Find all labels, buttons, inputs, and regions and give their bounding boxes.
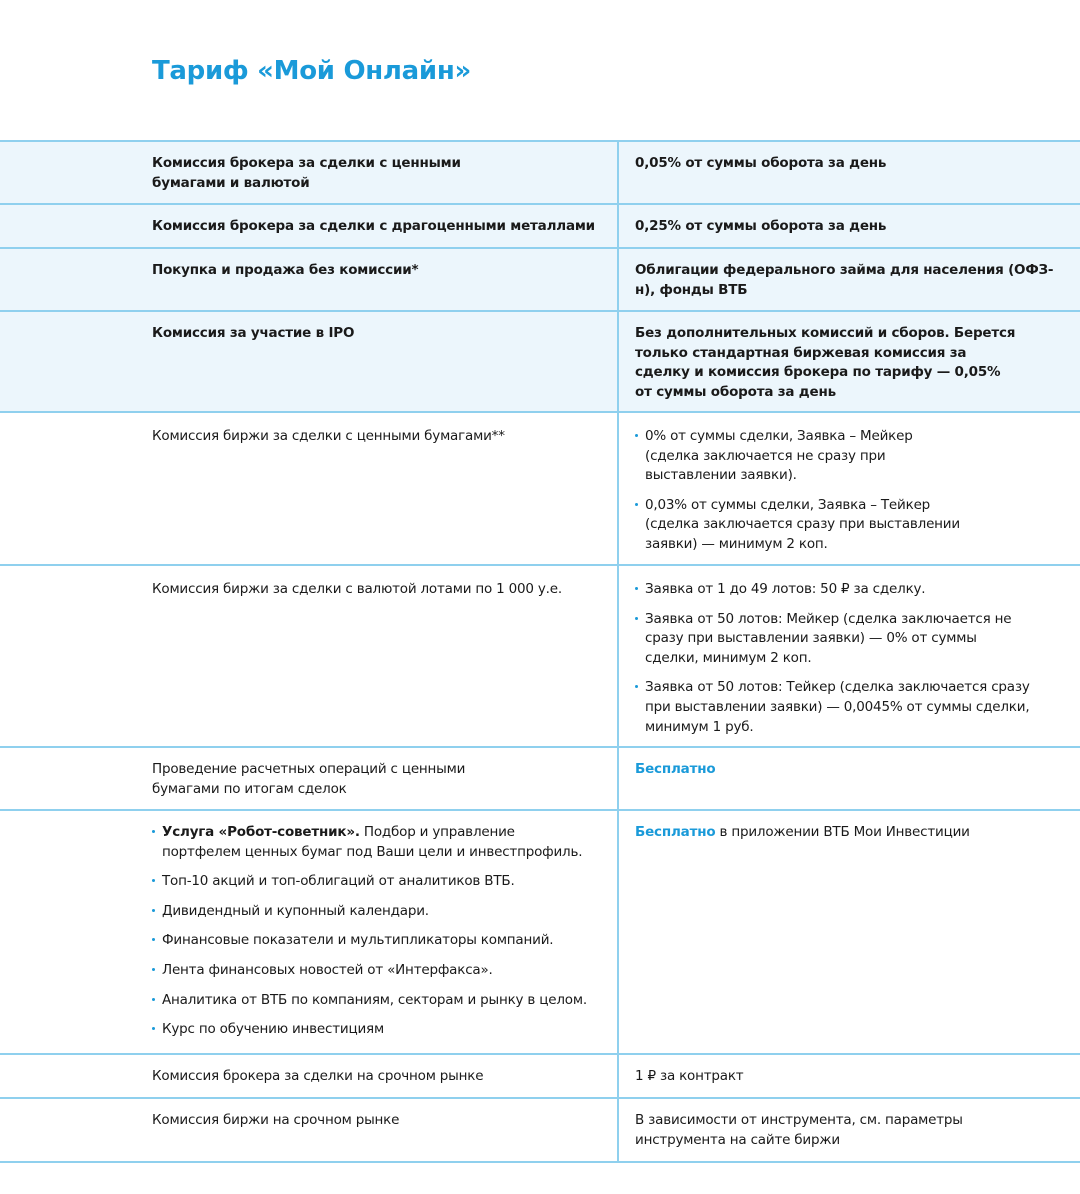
list-item: Заявка от 1 до 49 лотов: 50 ₽ за сделку. <box>635 580 1030 600</box>
list-item: Топ-10 акций и топ-облигаций от аналитиков ВТБ. <box>152 872 587 892</box>
list-item: Дивидендный и купонный календари. <box>152 902 587 922</box>
table-row <box>0 564 1080 746</box>
row-value <box>617 413 1080 564</box>
row-value: 1 ₽ за контракт <box>617 1055 1080 1097</box>
list-item: 0% от суммы сделки, Заявка – Мейкер (сделка заключается не сразу при выставлении заявки). <box>635 427 970 486</box>
row-value: В зависимости от инструмента, см. параметры инструмента на сайте биржи <box>617 1099 1080 1161</box>
page-title: Тариф «Мой Онлайн» <box>152 56 471 86</box>
list-item: Заявка от 50 лотов: Тейкер (сделка заключается сразу при выставлении заявки) — 0,0045% от суммы сделки, минимум 1 руб. <box>635 678 1030 737</box>
row-value: Облигации федерального займа для населения (ОФЗ-н), фонды ВТБ <box>617 249 1080 310</box>
table-row <box>0 140 1080 203</box>
row-label: Комиссия за участие в IPO <box>152 325 355 341</box>
table-row <box>0 247 1080 310</box>
row-value: 0,05% от суммы оборота за день <box>617 142 1080 203</box>
row-value <box>617 566 1080 746</box>
tariff-table <box>0 140 1080 1163</box>
app-note: в приложении ВТБ Мои Инвестиции <box>715 824 970 840</box>
row-value: 0,25% от суммы оборота за день <box>617 205 1080 247</box>
table-row <box>0 411 1080 564</box>
row-value: Бесплатно <box>617 748 1080 809</box>
row-label: Комиссия биржи за сделки с ценными бумагами** <box>152 428 505 444</box>
row-value: Без дополнительных комиссий и сборов. Берется только стандартная биржевая комиссия за сделку и комиссия брокера по тарифу — 0,05% от суммы оборота за день <box>617 312 1080 411</box>
list-item: Услуга «Робот-советник». Подбор и управление портфелем ценных бумаг под Ваши цели и инвестпрофиль. <box>152 823 587 862</box>
table-row <box>0 1097 1080 1163</box>
list-item: Лента финансовых новостей от «Интерфакса». <box>152 961 587 981</box>
table-row <box>0 746 1080 809</box>
row-label: Комиссия биржи на срочном рынке <box>152 1112 400 1128</box>
list-item: Заявка от 50 лотов: Мейкер (сделка заключается не сразу при выставлении заявки) — 0% от суммы сделки, минимум 2 коп. <box>635 610 1030 669</box>
list-item: Финансовые показатели и мультипликаторы компаний. <box>152 931 587 951</box>
row-label: Комиссия брокера за сделки с драгоценными металлами <box>152 218 595 234</box>
row-label <box>0 811 617 1053</box>
row-label: Комиссия брокера за сделки на срочном рынке <box>152 1068 484 1084</box>
row-label: Комиссия брокера за сделки с ценными бумагами и валютой <box>152 155 461 191</box>
free-highlight: Бесплатно <box>635 824 716 840</box>
table-row <box>0 1053 1080 1097</box>
list-item: Курс по обучению инвестициям <box>152 1020 587 1040</box>
row-label: Комиссия биржи за сделки с валютой лотами по 1 000 у.е. <box>152 581 562 597</box>
row-value <box>617 811 1080 1053</box>
list-item: Аналитика от ВТБ по компаниям, секторам и рынку в целом. <box>152 991 587 1011</box>
row-label: Покупка и продажа без комиссии* <box>152 262 419 278</box>
row-label: Проведение расчетных операций с ценными бумагами по итогам сделок <box>152 761 466 797</box>
table-row <box>0 310 1080 411</box>
list-item: 0,03% от суммы сделки, Заявка – Тейкер (сделка заключается сразу при выставлении заявки) — минимум 2 коп. <box>635 496 970 555</box>
table-row <box>0 809 1080 1053</box>
table-row <box>0 203 1080 247</box>
